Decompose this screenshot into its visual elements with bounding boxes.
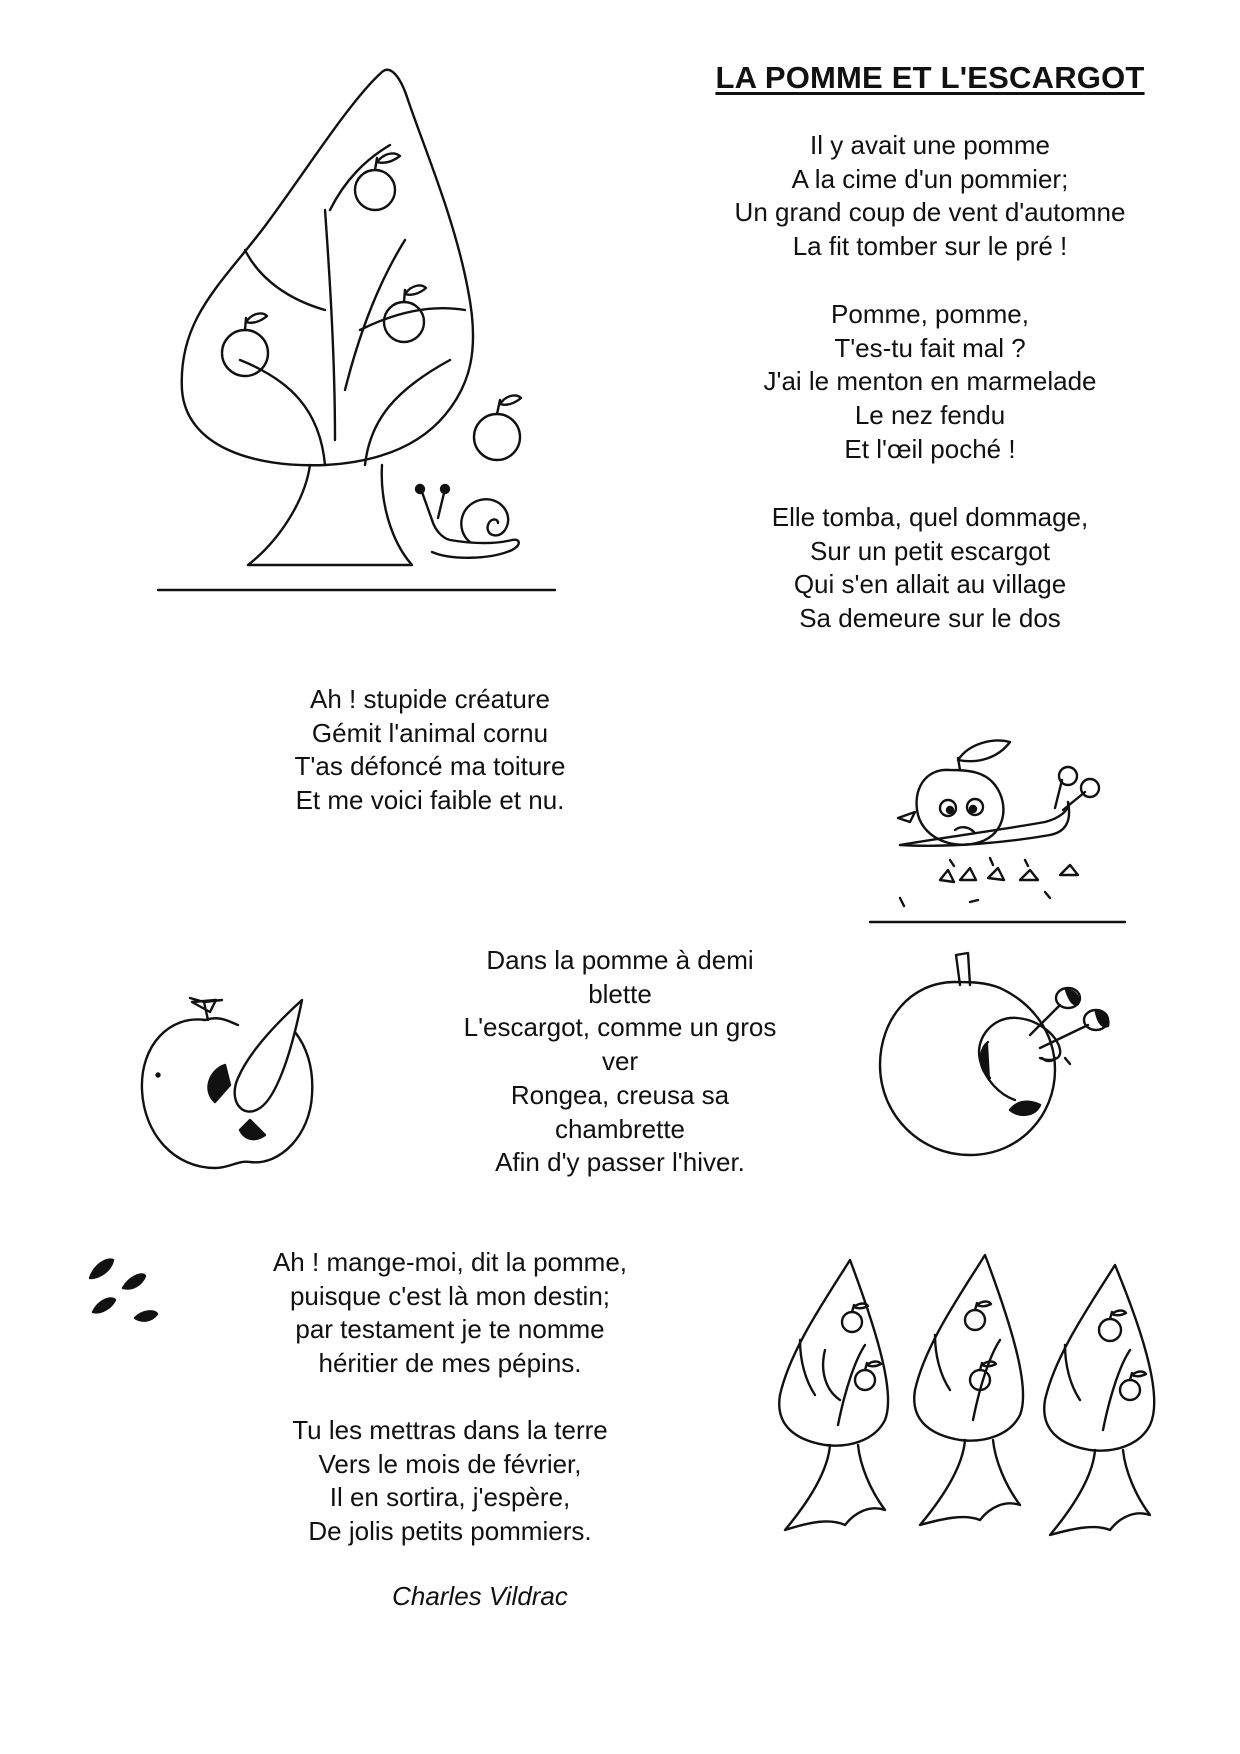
stanza-6 <box>230 1246 670 1381</box>
verse-line: Qui s'en allait au village <box>793 569 1067 600</box>
verse-line: Tu les mettras dans la terre <box>292 1415 608 1445</box>
poem-title: LA POMME ET L'ESCARGOT <box>715 60 1145 95</box>
apple-seeds-drawing <box>85 1250 165 1340</box>
verse-line: La fit tomber sur le pré ! <box>792 231 1068 262</box>
verse-line: Et l'œil poché ! <box>844 433 1016 464</box>
verse-line: Vers le mois de février, <box>318 1448 582 1479</box>
verse-line: par testament je te nomme <box>295 1314 605 1345</box>
verse-line: T'as défoncé ma toiture <box>294 751 566 782</box>
verse-line: chambrette <box>554 1113 686 1144</box>
verse-line: L'escargot, comme un gros <box>463 1012 777 1043</box>
snail-in-apple-drawing <box>860 950 1120 1170</box>
verse-line: ver <box>601 1046 639 1077</box>
verse-line: Elle tomba, quel dommage, <box>771 502 1089 532</box>
verse-line: blette <box>588 978 652 1009</box>
verse-line: A la cime d'un pommier; <box>791 163 1069 194</box>
verse-line: Gémit l'animal cornu <box>311 717 549 748</box>
verse-line: J'ai le menton en marmelade <box>763 366 1097 397</box>
verse-line: Il en sortira, j'espère, <box>329 1482 571 1513</box>
stanza-2 <box>680 298 1180 467</box>
author-signature: Charles Vildrac <box>392 1581 568 1611</box>
crushed-snail-under-apple-drawing <box>870 730 1130 930</box>
stanza-4 <box>230 683 630 818</box>
verse-line: Rongea, creusa sa <box>510 1079 730 1110</box>
apple-tree-with-snail-drawing <box>150 60 570 600</box>
verse-line: T'es-tu fait mal ? <box>834 332 1026 363</box>
verse-line: Sur un petit escargot <box>810 535 1050 566</box>
verse-line: Ah ! mange-moi, dit la pomme, <box>272 1247 628 1277</box>
verse-line: héritier de mes pépins. <box>318 1348 582 1379</box>
verse-line: De jolis petits pommiers. <box>308 1516 592 1547</box>
bitten-apple-drawing <box>130 990 330 1180</box>
verse-line: puisque c'est là mon destin; <box>289 1280 611 1311</box>
verse-line: Pomme, pomme, <box>831 299 1029 329</box>
stanza-3 <box>680 501 1180 636</box>
verse-line: Sa demeure sur le dos <box>799 603 1061 634</box>
verse-line: Afin d'y passer l'hiver. <box>495 1147 745 1178</box>
stanza-5 <box>420 944 820 1180</box>
verse-line: Un grand coup de vent d'automne <box>734 197 1126 228</box>
stanza-1 <box>680 129 1180 264</box>
verse-line: Et me voici faible et nu. <box>295 785 565 816</box>
verse-line: Il y avait une pomme <box>810 130 1050 160</box>
verse-line: Dans la pomme à demi <box>486 945 754 975</box>
three-apple-trees-drawing <box>770 1250 1180 1550</box>
verse-line: Le nez fendu <box>854 400 1006 431</box>
verse-line: Ah ! stupide créature <box>310 684 550 714</box>
stanza-7 <box>230 1414 670 1549</box>
